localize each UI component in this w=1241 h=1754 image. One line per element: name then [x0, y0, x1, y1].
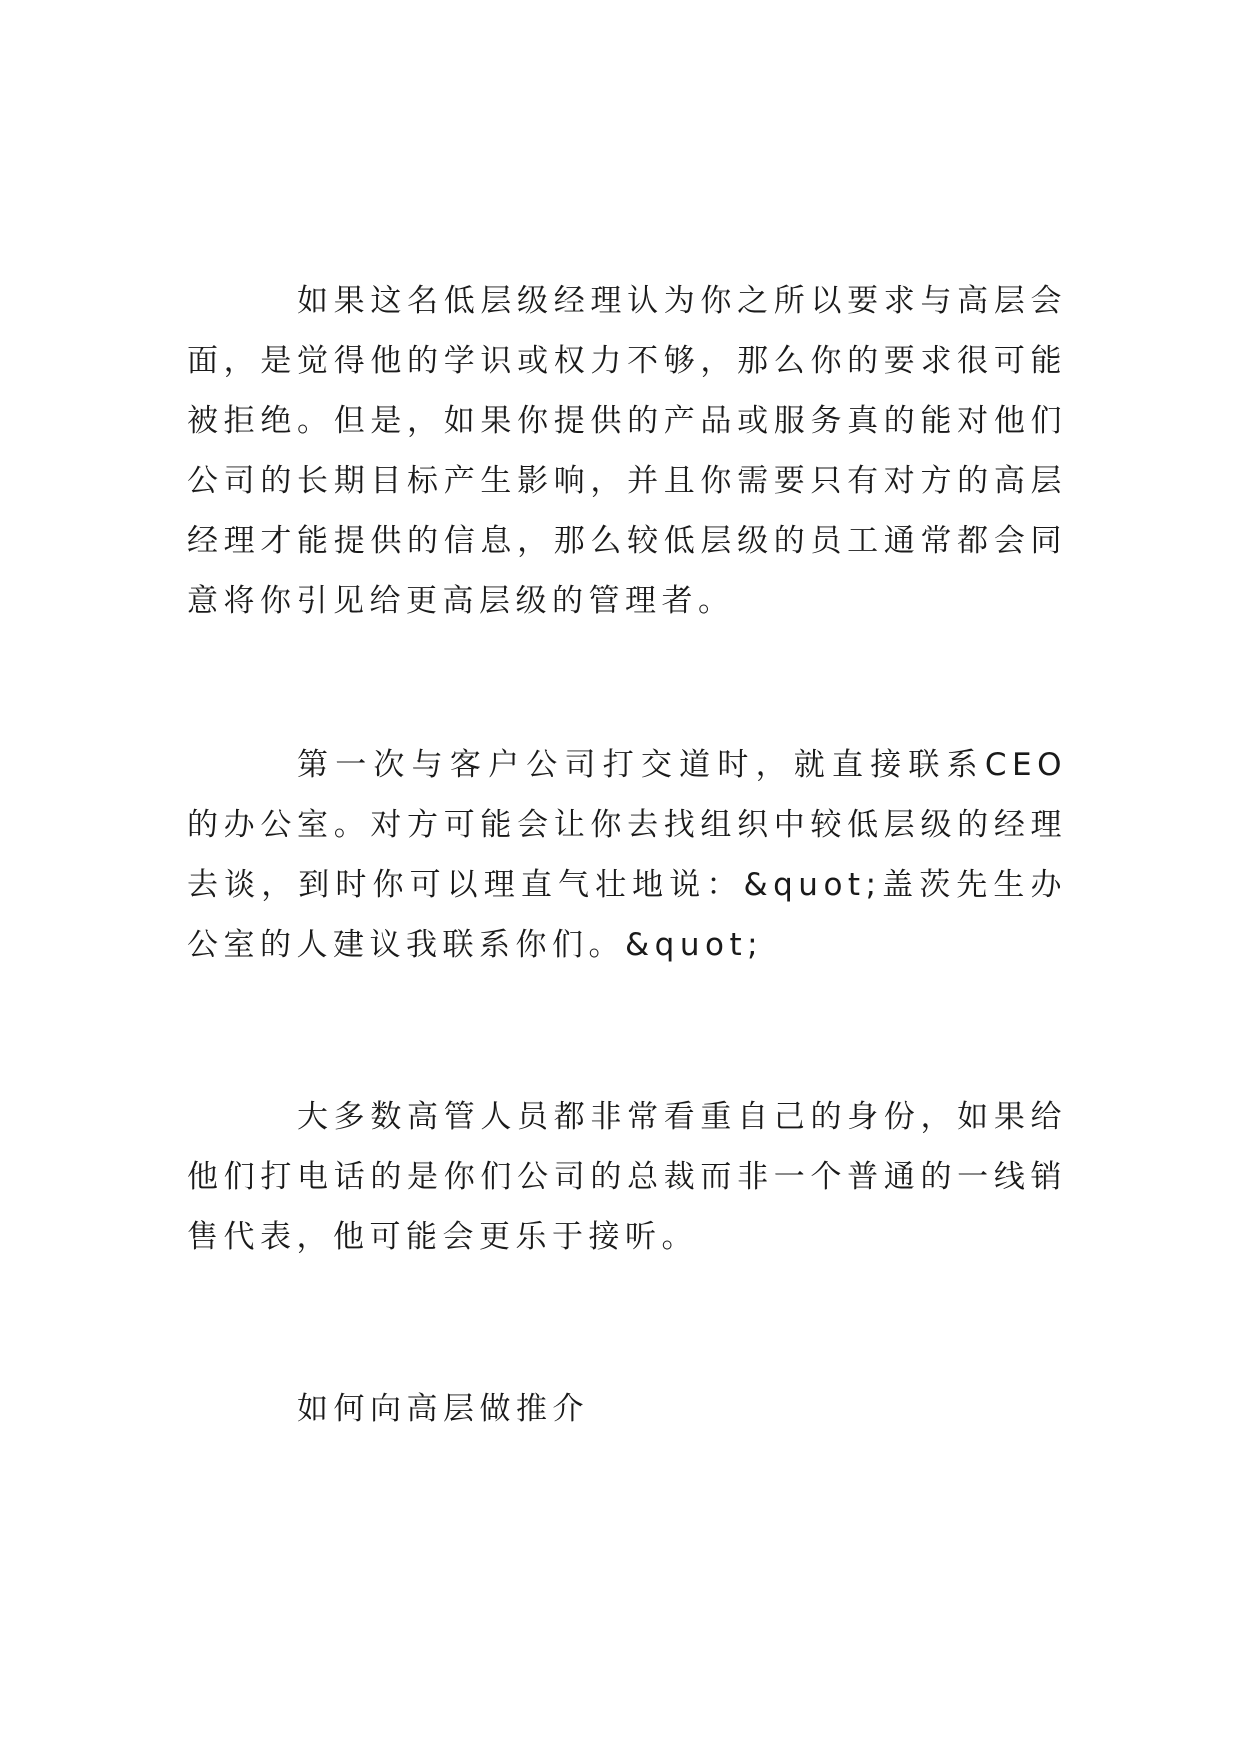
body-paragraph-3: 大多数高管人员都非常看重自己的身份，如果给他们打电话的是你们公司的总裁而非一个普通的一线销售代表，他可能会更乐于接听。 [187, 1099, 1067, 1255]
body-paragraph-1: 如果这名低层级经理认为你之所以要求与高层会面，是觉得他的学识或权力不够，那么你的要求很可能被拒绝。但是，如果你提供的产品或服务真的能对他们公司的长期目标产生影响，并且你需要只有对方的高层经理才能提供的信息，那么较低层级的员工通常都会同意将你引见给更高层级的管理者。 [187, 283, 1067, 619]
section-heading: 如何向高层做推介 [297, 1391, 589, 1427]
body-paragraph-2: 第一次与客户公司打交道时，就直接联系CEO的办公室。对方可能会让你去找组织中较低层级的经理去谈，到时你可以理直气壮地说：&quot;盖茨先生办公室的人建议我联系你们。&quot; [187, 747, 1067, 963]
